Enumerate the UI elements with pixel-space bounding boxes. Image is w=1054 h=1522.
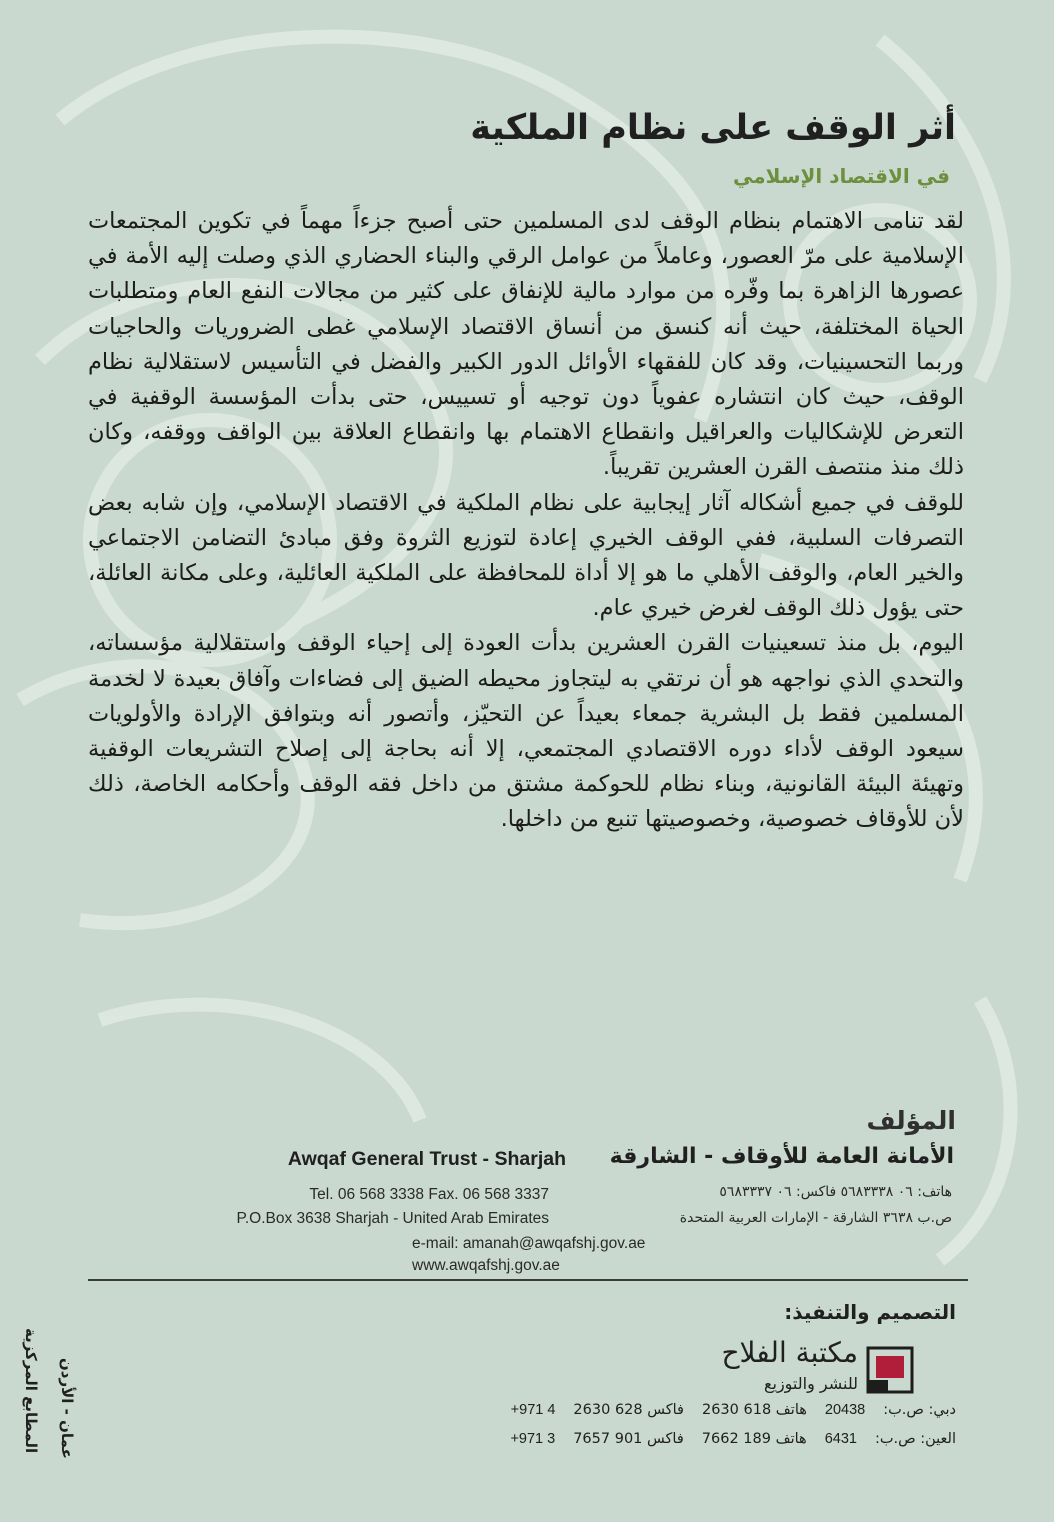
- branch-po: 6431: [824, 1431, 857, 1447]
- blurb-text: [88, 204, 964, 838]
- falah-logo-icon: [866, 1346, 914, 1394]
- branch-phone: هاتف 618 2630: [701, 1402, 807, 1418]
- phone-en: Tel. 06 568 3338 Fax. 06 568 3337: [309, 1186, 549, 1203]
- blurb-paragraph: لقد تنامى الاهتمام بنظام الوقف لدى المسلمين حتى أصبح جزءاً مهماً في تكوين المجتمعات الإسلامية على مرّ العصور، وعاملاً من عوامل الرقي والبناء الحضاري الذي وصلت إليه الأمة في عصورها الزاهرة بما وفّره من موارد مالية للإنفاق على كثير من مجالات النفع العام ومتطلبات الحياة المختلفة، حيث أنه كنسق من أنساق الاقتصاد الإسلامي غطى الضروريات والحاجيات وربما التحسينيات، وقد كان للفقهاء الأوائل الدور الكبير والفضل في التأسيس لاستقلالية نظام الوقف، حيث كان انتشاره عفوياً دون توجيه أو تسييس، حتى بدأت المؤسسة الوقفية في التعرض للإشكاليات والعراقيل وانقطاع الاهتمام بها وانقطاع العلاقة بين الواقف ووقفه، وكان ذلك منذ منتصف القرن العشرين تقريباً.: [88, 208, 964, 481]
- printer-location: عمان - الأردن: [58, 1358, 76, 1459]
- publisher-name-ar: الأمانة العامة للأوقاف - الشارقة: [609, 1144, 954, 1169]
- design-publisher-subtitle: للنشر والتوزيع: [763, 1374, 858, 1393]
- branch-po: 20438: [824, 1402, 866, 1418]
- website-url: www.awqafshj.gov.ae: [412, 1257, 560, 1274]
- divider: [88, 1279, 968, 1281]
- book-title: أثر الوقف على نظام الملكية: [470, 108, 956, 148]
- phone-ar: هاتف: ٠٦ ٥٦٨٣٣٣٨ فاكس: ٠٦ ٥٦٨٣٣٣٧: [719, 1184, 952, 1200]
- po-box-ar: ص.ب ٣٦٣٨ الشارقة - الإمارات العربية المتحدة: [679, 1210, 952, 1226]
- branch-dubai: [511, 1402, 956, 1418]
- design-publisher-name: مكتبة الفلاح: [721, 1336, 858, 1369]
- book-subtitle: في الاقتصاد الإسلامي: [733, 164, 950, 188]
- po-box-en: P.O.Box 3638 Sharjah - United Arab Emirates: [236, 1210, 549, 1227]
- branch-country-code: +971 4: [510, 1402, 556, 1418]
- printer-name: المطابع المركزية: [22, 1328, 40, 1454]
- branch-country-code: +971 3: [510, 1431, 556, 1447]
- branch-phone: هاتف 189 7662: [701, 1431, 807, 1447]
- design-label: التصميم والتنفيذ:: [784, 1300, 956, 1324]
- email-address: e-mail: amanah@awqafshj.gov.ae: [412, 1235, 646, 1252]
- branch-fax: فاكس 901 7657: [573, 1431, 684, 1447]
- branch-al-ain: [510, 1431, 956, 1447]
- publisher-name-en: Awqaf General Trust - Sharjah: [287, 1148, 566, 1170]
- branch-city: العين: ص.ب:: [874, 1431, 956, 1447]
- blurb-paragraph: اليوم، بل منذ تسعينيات القرن العشرين بدأت العودة إلى إحياء الوقف واستقلالية مؤسساته، والتحدي الذي نواجهه هو أن نرتقي به ليتجاوز محيطه الضيق إلى فضاءات وآفاق بعيدة لا لخدمة المسلمين فقط بل البشرية جمعاء بعيداً عن التحيّز، وأتصور أنه وبتوافق الإرادة والأولويات سيعود الوقف لأداء دوره الاقتصادي المجتمعي، إلا أنه بحاجة إلى إصلاح التشريعات الوقفية وتهيئة البيئة القانونية، وبناء نظام للحوكمة مشتق من داخل فقه الوقف وأحكامه الخاصة، ذلك لأن للأوقاف خصوصية، وخصوصيتها تنبع من داخلها.: [88, 630, 964, 833]
- author-signature: المؤلف: [866, 1106, 956, 1135]
- branch-city: دبي: ص.ب:: [883, 1402, 956, 1418]
- blurb-paragraph: للوقف في جميع أشكاله آثار إيجابية على نظام الملكية في الاقتصاد الإسلامي، وإن شابه بعض التصرفات السلبية، ففي الوقف الخيري إعادة لتوزيع الثروة وفق مبادئ التضامن الاجتماعي والخير العام، والوقف الأهلي ما هو إلا أداة للمحافظة على الملكية العائلية، وعلى مكانة العائلة، حتى يؤول ذلك الوقف لغرض خيري عام.: [88, 489, 964, 622]
- branch-fax: فاكس 628 2630: [573, 1402, 684, 1418]
